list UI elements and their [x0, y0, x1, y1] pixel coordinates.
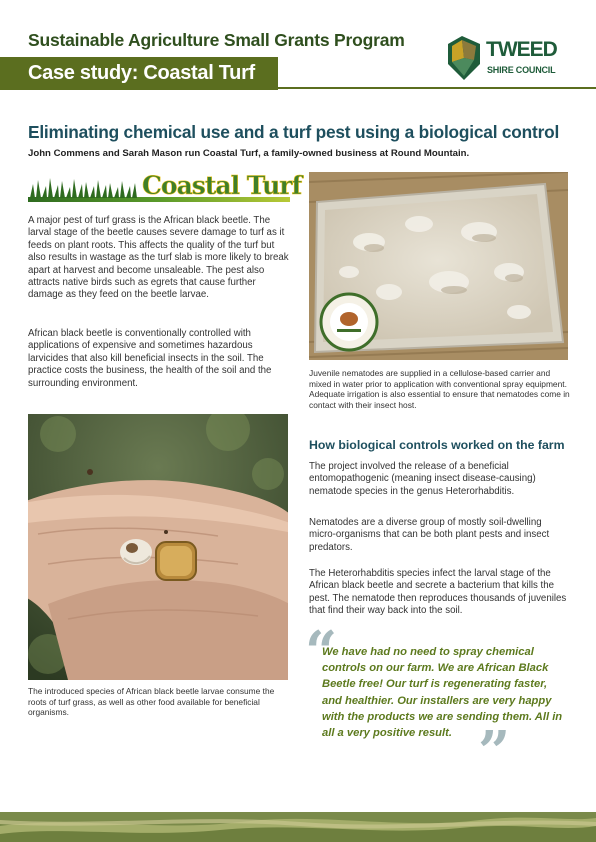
title-banner — [0, 57, 278, 90]
pull-quote: We have had no need to spray chemical controls on our farm. We are African Black Beetle free! Our turf is regenerating faster, and healthier. Our installers are very happy with the products we are sending them. All in all a very positive result. — [322, 646, 563, 740]
right-paragraph-2: Nematodes are a diverse group of mostly soil-dwelling micro-organisms that can be both plant pests and insect predators. — [309, 517, 550, 553]
close-quote-icon: ” — [478, 719, 511, 785]
larva-photo-caption: The introduced species of African black beetle larvae consume the roots of turf grass, as well as other food available for beneficial organisms. — [28, 686, 275, 717]
coastal-turf-logo — [28, 170, 302, 206]
banner-title: Case study: Coastal Turf — [28, 62, 255, 84]
council-logo-word: TWEED — [486, 38, 557, 61]
council-logo — [444, 34, 566, 82]
left-paragraph-1: A major pest of turf grass is the African black beetle. The larval stage of the beetle causes severe damage to turf as it feeds on plant roots. This affects the quality of the turf but also results in wastage as the turf slab is more likely to break apart at harvest and become unsaleable. The pest also attracts native birds such as egrets that cause further damage as they feed on the beetle larvae. — [28, 215, 289, 301]
banner-rule — [278, 87, 596, 89]
beetle-larva-photo — [28, 414, 288, 680]
council-logo-subtitle: SHIRE COUNCIL — [487, 65, 556, 75]
section-heading: How biological controls worked on the farm — [309, 438, 565, 452]
article-headline: Eliminating chemical use and a turf pest using a biological control — [28, 122, 560, 142]
article-subheading: John Commens and Sarah Mason run Coastal Turf, a family-owned business at Round Mountain. — [28, 148, 470, 159]
right-paragraph-1: The project involved the release of a beneficial entomopathogenic (meaning insect disease-causing) nematode species in the genus Heterorhabditis. — [309, 461, 536, 497]
tub-photo-caption: Juvenile nematodes are supplied in a cellulose-based carrier and mixed in water prior to application with conventional spray equipment. Adequate irrigation is also essential to ensure that nematodes come in contact with their insect host. — [309, 368, 570, 410]
coastal-turf-logo-text: Coastal Turf — [142, 171, 302, 200]
open-quote-icon: “ — [305, 619, 338, 685]
program-title: Sustainable Agriculture Small Grants Program — [28, 30, 405, 50]
right-paragraph-3: The Heterorhabditis species infect the larval stage of the African black beetle and secrete a bacterium that kills the pest. The nematode then reproduces thousands of juveniles that find their way back into the soil. — [309, 568, 567, 617]
nematode-tub-photo — [309, 172, 568, 360]
footer-landscape — [0, 812, 596, 842]
left-paragraph-2: African black beetle is conventionally controlled with applications of expensive and sometimes hazardous larvicides that also kill beneficial insects in the soil. The practice costs the business, the health of the soil and the surrounding environment. — [28, 328, 272, 389]
council-logo-mark-icon — [444, 34, 484, 82]
